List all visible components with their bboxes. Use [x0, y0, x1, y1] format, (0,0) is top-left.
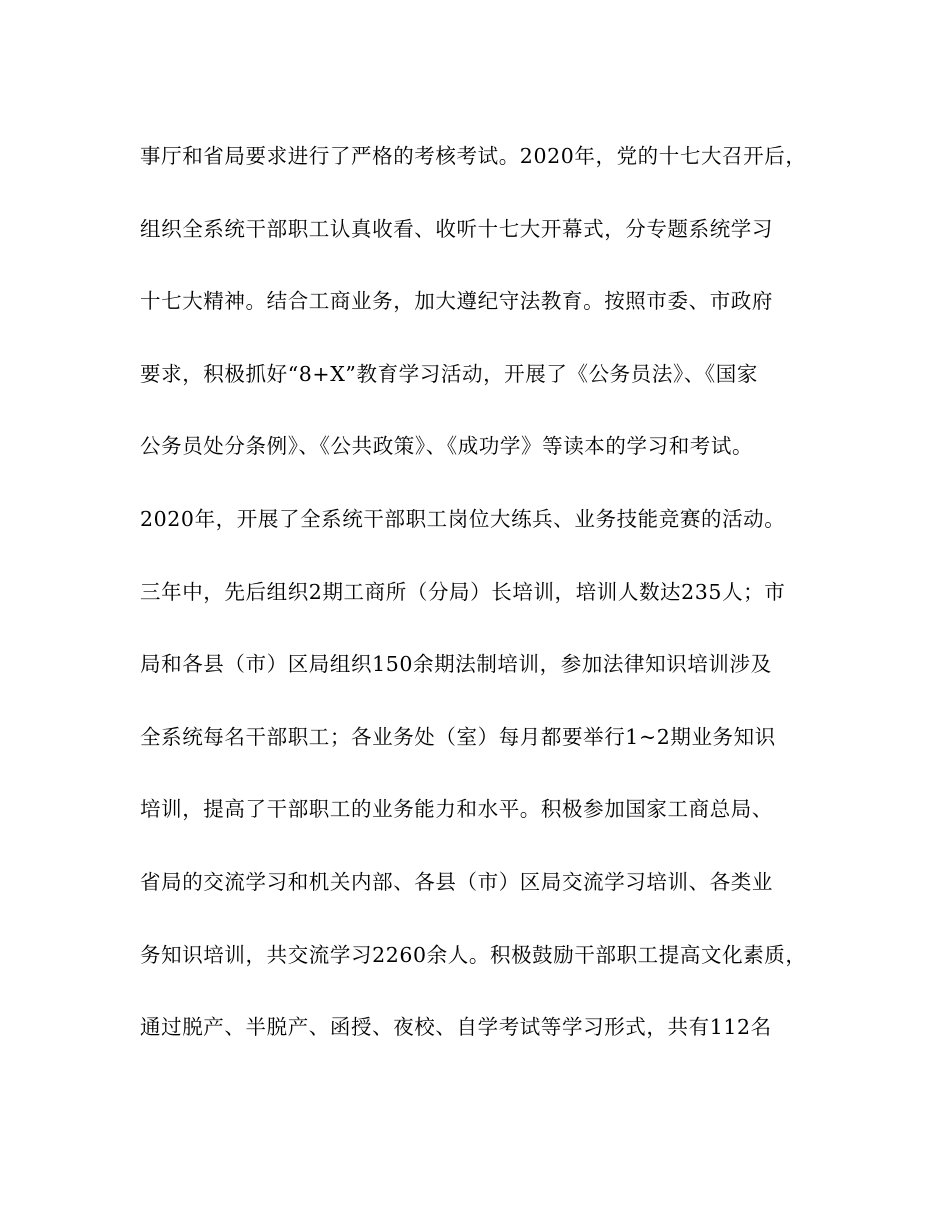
text-line: 三年中，先后组织2期工商所（分局）长培训，培训人数达235人；市: [140, 579, 786, 604]
body-text: [140, 134, 830, 1078]
text-line: 省局的交流学习和机关内部、各县（市）区局交流学习培训、各类业: [140, 869, 773, 894]
text-line: 务知识培训，共交流学习2260余人。积极鼓励干部职工提高文化素质，: [140, 942, 807, 967]
text-line: 局和各县（市）区局组织150余期法制培训，参加法律知识培训涉及: [140, 652, 772, 677]
text-line: 十七大精神。结合工商业务，加大遵纪守法教育。按照市委、市政府: [140, 289, 773, 314]
text-line: 全系统每名干部职工；各业务处（室）每月都要举行1~2期业务知识: [140, 724, 776, 749]
text-line: 公务员处分条例》、《公共政策》、《成功学》等读本的学习和考试。: [140, 434, 754, 459]
text-line: 事厅和省局要求进行了严格的考核考试。2020年，党的十七大召开后，: [140, 144, 807, 168]
text-line: 组织全系统干部职工认真收看、收听十七大开幕式，分专题系统学习: [140, 216, 773, 241]
text-line: 通过脱产、半脱产、函授、夜校、自学考试等学习形式，共有112名: [140, 1015, 772, 1040]
text-line: 培训，提高了干部职工的业务能力和水平。积极参加国家工商总局、: [140, 797, 773, 822]
text-line: 要求，积极抓好“8+X”教育学习活动，开展了《公务员法》、《国家: [140, 361, 758, 386]
text-line: 2020年，开展了全系统干部职工岗位大练兵、业务技能竞赛的活动。: [140, 506, 786, 531]
